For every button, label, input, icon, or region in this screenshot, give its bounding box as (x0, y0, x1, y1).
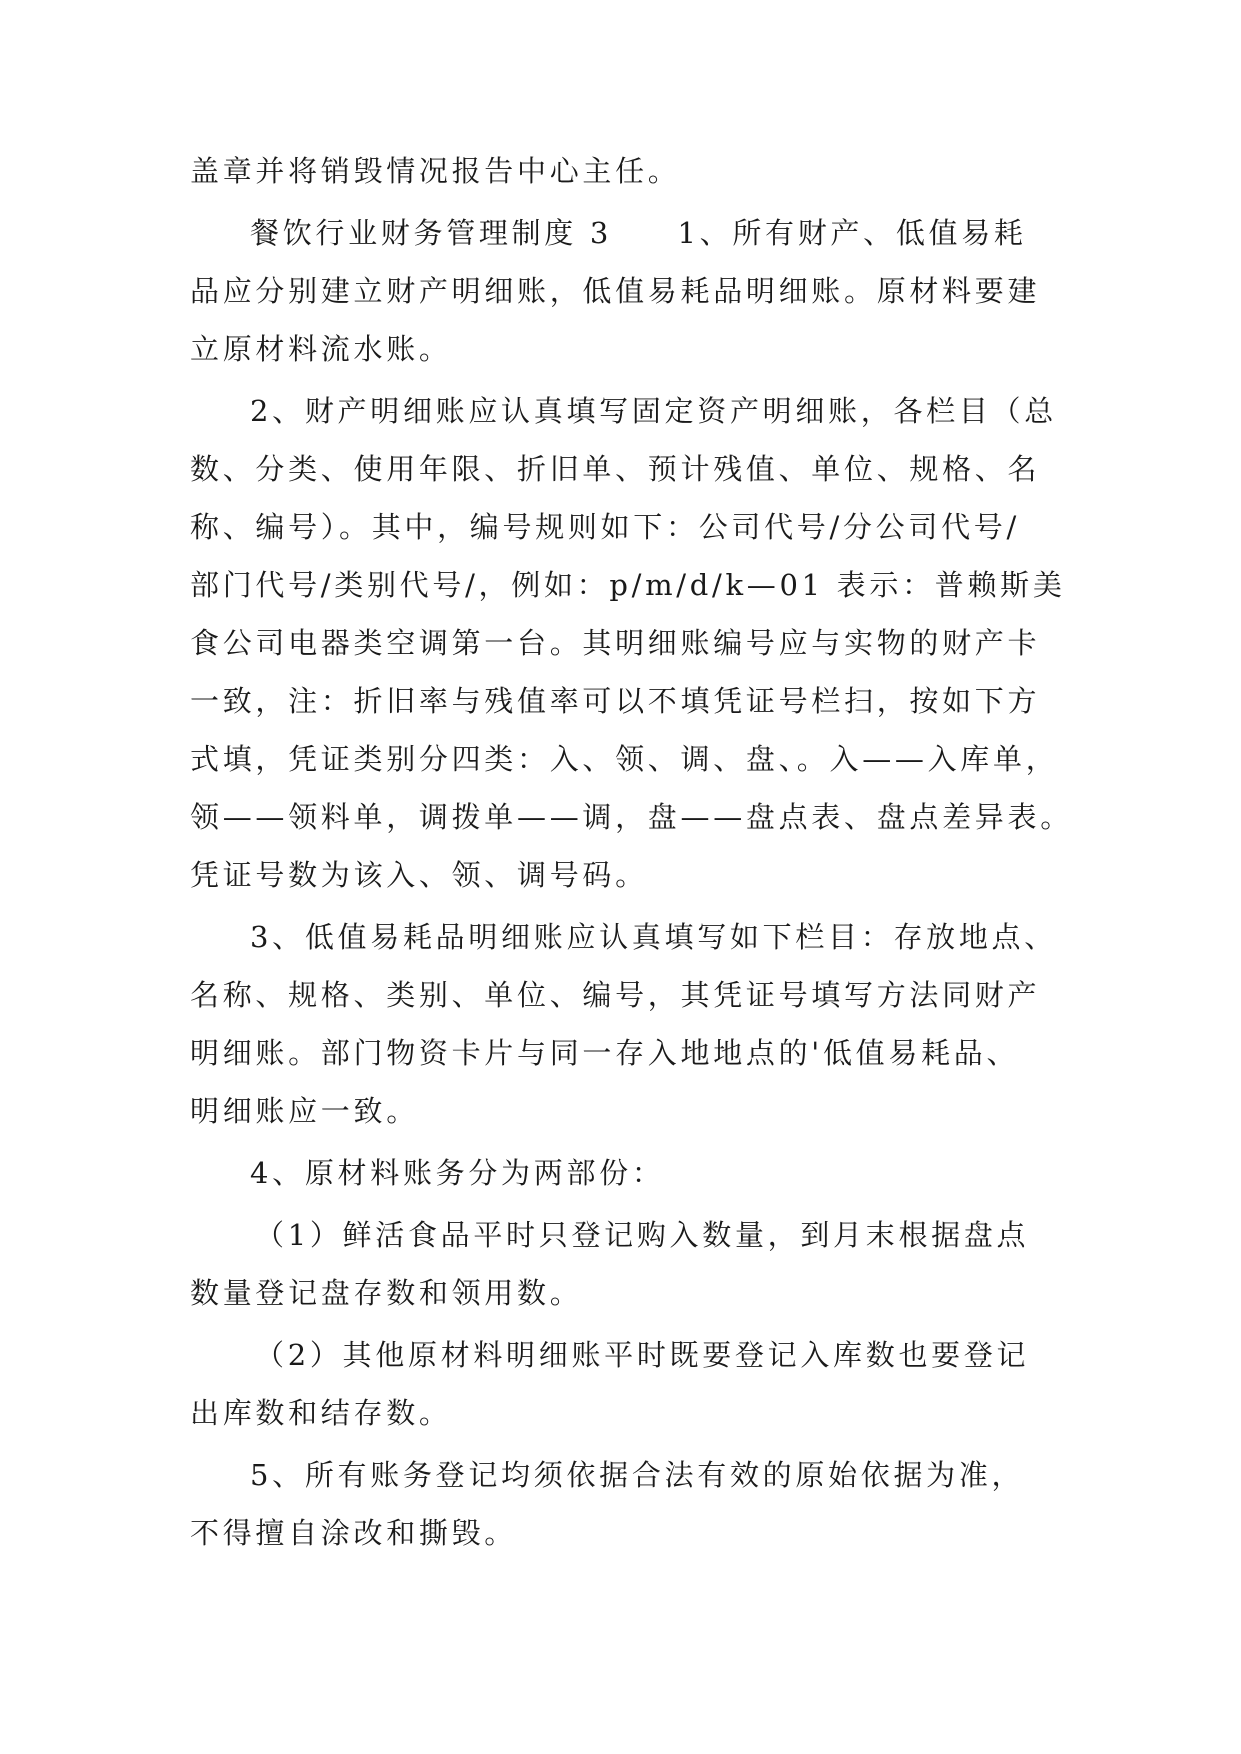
text-line: 明细账应一致。 (190, 1094, 419, 1128)
text-line: 不得擅自涂改和撕毁。 (190, 1516, 518, 1550)
text-line: 称、编号）。其中，编号规则如下：公司代号/分公司代号/ (190, 510, 1020, 544)
text-line: 数量登记盘存数和领用数。 (190, 1276, 583, 1310)
text-line: 明细账。部门物资卡片与同一存入地地点的'低值易耗品、 (190, 1036, 1020, 1070)
text-line: 一致，注：折旧率与残值率可以不填凭证号栏扫，按如下方 (190, 684, 1041, 718)
text-line: 2、财产明细账应认真填写固定资产明细账，各栏目（总 (250, 394, 1057, 428)
text-line: 凭证号数为该入、领、调号码。 (190, 858, 648, 892)
text-line: （2）其他原材料明细账平时既要登记入库数也要登记 (255, 1338, 1030, 1372)
text-line: 式填，凭证类别分四类：入、领、调、盘、。入——入库单， (190, 742, 1059, 776)
text-line: 出库数和结存数。 (190, 1396, 452, 1430)
text-line: 领——领料单，调拨单——调，盘——盘点表、盘点差异表。 (190, 800, 1073, 834)
text-line: 餐饮行业财务管理制度 3 1、所有财产、低值易耗 (250, 216, 1027, 250)
text-line: 立原材料流水账。 (190, 332, 452, 366)
text-line: （1）鲜活食品平时只登记购入数量，到月末根据盘点 (255, 1218, 1030, 1252)
text-line: 数、分类、使用年限、折旧单、预计残值、单位、规格、名 (190, 452, 1041, 486)
text-line: 3、低值易耗品明细账应认真填写如下栏目：存放地点、 (250, 920, 1057, 954)
text-line: 名称、规格、类别、单位、编号，其凭证号填写方法同财产 (190, 978, 1041, 1012)
text-line: 4、原材料账务分为两部份： (250, 1156, 665, 1190)
text-line: 部门代号/类别代号/，例如：p/m/d/k—01 表示：普赖斯美 (190, 568, 1066, 602)
text-line: 5、所有账务登记均须依据合法有效的原始依据为准， (250, 1458, 1025, 1492)
text-line: 品应分别建立财产明细账，低值易耗品明细账。原材料要建 (190, 274, 1041, 308)
text-line: 食公司电器类空调第一台。其明细账编号应与实物的财产卡 (190, 626, 1041, 660)
text-line: 盖章并将销毁情况报告中心主任。 (190, 154, 681, 188)
